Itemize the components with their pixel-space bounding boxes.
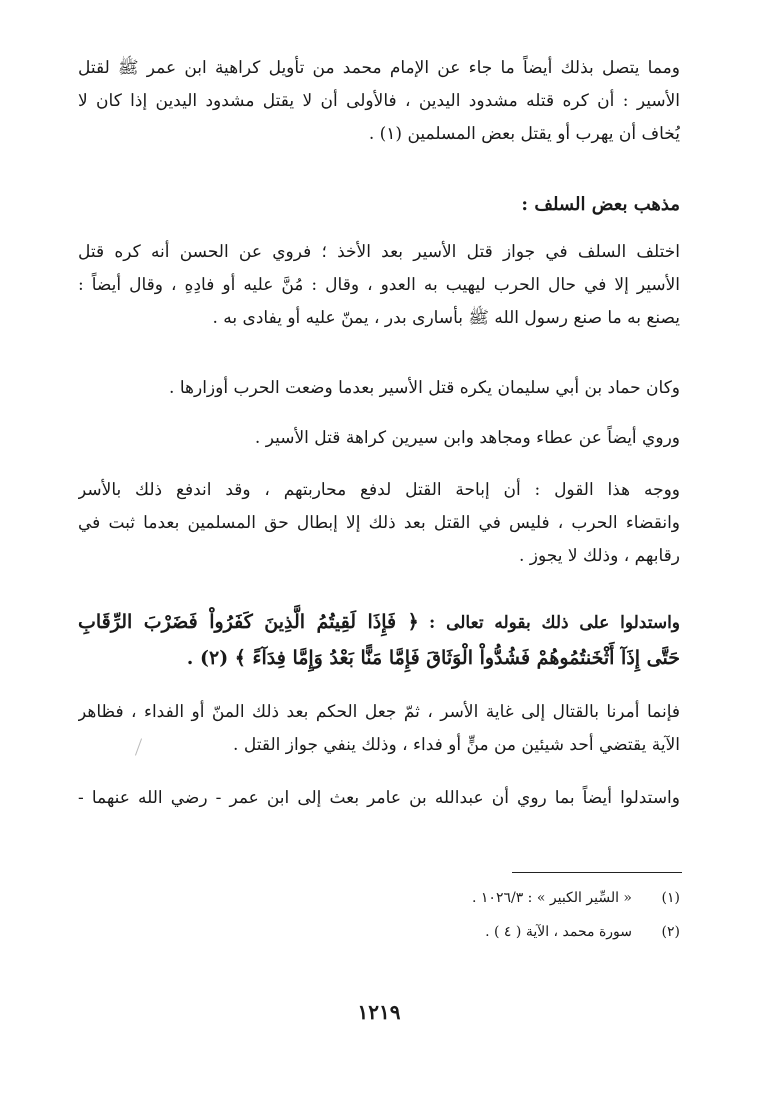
- text-line: الآية يقتضي أحد شيئين من منٍّ أو فداء ، وذلك ينفي جواز القتل .: [233, 735, 680, 755]
- footnote-number: (١): [661, 890, 680, 906]
- text-line: وانقضاء الحرب ، فليس في القتل بعد ذلك إلا إبطال حق المسلمين بعدما ثبت في: [78, 513, 680, 533]
- footnote-separator: [512, 872, 682, 873]
- paragraph-2: [78, 236, 680, 335]
- text-line: فإنما أمرنا بالقتال إلى غاية الأسر ، ثمّ جعل الحكم بعد ذلك المنّ أو الفداء ، فظاهر: [78, 702, 680, 722]
- paragraph-8: [78, 782, 680, 815]
- text-line: رقابهم ، وذلك لا يجوز .: [519, 546, 680, 566]
- paragraph-5: [78, 474, 680, 573]
- text-line: ووجه هذا القول : أن إباحة القتل لدفع محاربتهم ، وقد اندفع ذلك بالأسر: [78, 480, 680, 500]
- text-line: الأسير إلا في حال الحرب ليهيب به العدو ، وقال : مُنَّ عليه أو فادِهِ ، وقال أيضاً :: [78, 275, 680, 295]
- paragraph-4: [78, 422, 680, 455]
- footnote-2: [220, 924, 680, 940]
- quran-verse: ﴿ فَإِذَا لَقِيتُمُ الَّذِينَ كَفَرُواْ فَضَرْبَ الرِّقَابِ: [78, 611, 419, 633]
- paragraph-6: [78, 604, 680, 676]
- text-line: يصنع به ما صنع رسول الله ﷺ بأسارى بدر ، يمنّ عليه أو يفادى به .: [212, 308, 680, 328]
- text-line: واستدلوا أيضاً بما روي أن عبدالله بن عامر بعث إلى ابن عمر - رضي الله عنهما -: [78, 788, 680, 808]
- footnote-1: [220, 890, 680, 906]
- paragraph-7: [78, 696, 680, 762]
- footnote-number: (٢): [661, 924, 680, 940]
- text-line: وروي أيضاً عن عطاء ومجاهد وابن سيرين كراهة قتل الأسير .: [254, 428, 680, 448]
- text-line: اختلف السلف في جواز قتل الأسير بعد الأخذ ؛ فروي عن الحسن أنه كره قتل: [78, 242, 680, 262]
- verse-line-1: [78, 604, 680, 640]
- paragraph-1: [78, 52, 680, 151]
- paragraph-3: [78, 372, 680, 405]
- footnote-text: « السِّير الكبير » : ١٠٢٦/٣ .: [472, 890, 632, 906]
- text-line: ومما يتصل بذلك أيضاً ما جاء عن الإمام محمد من تأويل كراهية ابن عمر ﷺ لقتل: [78, 58, 680, 78]
- footnote-text: سورة محمد ، الآية ( ٤ ) .: [485, 924, 632, 940]
- text-line: يُخاف أن يهرب أو يقتل بعض المسلمين (١) .: [368, 124, 680, 144]
- text-line: الأسير : أن كره قتله مشدود اليدين ، فالأولى أن لا يقتل مشدود اليدين إذا كان لا: [78, 91, 680, 111]
- verse-intro: واستدلوا على ذلك بقوله تعالى :: [429, 613, 680, 633]
- verse-line-2: حَتَّى إِذَآ أَثْخَنتُمُوهُمْ فَشُدُّواْ الْوَثَاقَ فَإِمَّا مَنًّا بَعْدُ وَإِمَّا فِدَآءً ﴾ (٢) .: [186, 647, 680, 669]
- section-heading: مذهب بعض السلف :: [521, 194, 680, 215]
- page-number: ١٢١٩: [357, 1000, 401, 1024]
- text-line: وكان حماد بن أبي سليمان يكره قتل الأسير بعدما وضعت الحرب أوزارها .: [169, 378, 680, 398]
